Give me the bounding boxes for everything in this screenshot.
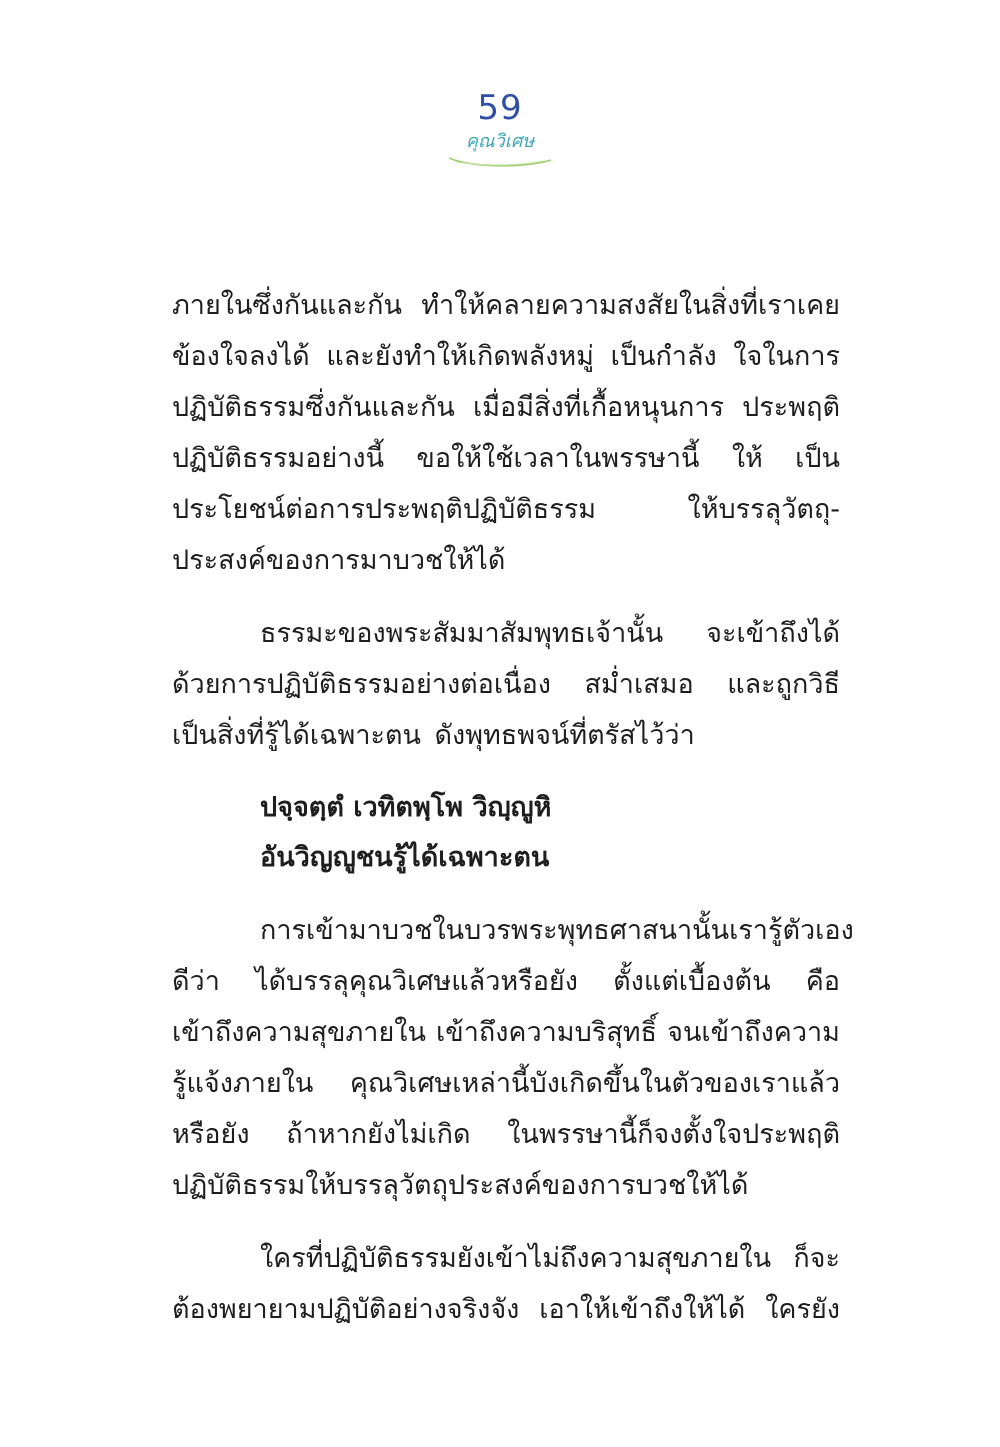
word-group: ต้องพยายามปฏิบัติอย่างจริงจัง [172, 1294, 520, 1325]
page-header [0, 88, 1000, 170]
word-group: และยังทำให้เกิดพลังหมู่ [326, 341, 594, 372]
running-title: คุณวิเศษ [465, 131, 535, 152]
word-group: จนเข้าถึงความ [667, 1017, 840, 1048]
text-line [172, 956, 840, 1007]
word-group: เป็น [795, 443, 840, 474]
word-group: ตั้งแต่เบื้องต้น [613, 966, 771, 997]
text-line [172, 331, 840, 382]
word-group: ธรรมะของพระสัมมาสัมพุทธเจ้านั้น [260, 618, 664, 649]
text-line [172, 608, 840, 659]
word-group: และถูกวิธี [727, 669, 840, 700]
word-group: ปฏิบัติธรรมให้บรรลุวัตถุประสงค์ของการบวชให้ได้ [172, 1170, 749, 1201]
word-group: ใครยัง [765, 1294, 840, 1325]
word-group: ถ้าหากยังไม่เกิด [286, 1119, 471, 1150]
word-group: ประพฤติ [742, 392, 840, 423]
paragraph [172, 905, 854, 1211]
text-line [172, 1233, 840, 1284]
word-group: เรารู้ตัวเอง [729, 915, 854, 946]
paragraph [172, 1233, 840, 1335]
word-group: สม่ำเสมอ [584, 669, 694, 700]
word-group: ภายในซึ่งกันและกัน [172, 290, 402, 321]
word-group: ปฏิบัติธรรมอย่างนี้ [172, 443, 385, 474]
word-group: ได้บรรลุคุณวิเศษแล้วหรือยัง [255, 966, 578, 997]
word-group: คุณวิเศษเหล่านี้บังเกิดขึ้นในตัวของเราแล้ว [349, 1068, 840, 1099]
text-line [172, 1007, 840, 1058]
body-text [172, 280, 854, 1335]
word-group: ข้องใจลงได้ [172, 341, 310, 372]
word-group: ปฏิบัติธรรมซึ่งกันและกัน [172, 392, 455, 423]
text-line [172, 1284, 840, 1335]
word-group: ประสงค์ของการมาบวชให้ได้ [172, 545, 506, 576]
word-group: ก็จะ [793, 1243, 840, 1274]
word-group: ขอให้ใช้เวลาในพรรษานี้ [416, 443, 700, 474]
word-group: รู้แจ้งภายใน [172, 1068, 314, 1099]
text-line [172, 280, 840, 331]
page-number: 59 [477, 88, 523, 128]
text-line [172, 535, 840, 586]
word-group: จะเข้าถึงได้ [706, 618, 840, 649]
paragraph [172, 280, 840, 586]
text-line [172, 905, 854, 956]
verse-line-pali: ปจฺจตฺตํ เวทิตพฺโพ วิญฺญูหิ [260, 792, 552, 823]
word-group: ให้ [731, 443, 763, 474]
pali-verse [172, 783, 840, 883]
word-group: เอาให้เข้าถึงให้ได้ [539, 1294, 746, 1325]
word-group: การเข้ามาบวชในบวรพระพุทธศาสนานั้น [260, 915, 730, 946]
word-group: ใครที่ปฏิบัติธรรมยังเข้าไม่ถึงความสุขภายใน [260, 1243, 772, 1274]
text-line [172, 1058, 840, 1109]
text-line [172, 659, 840, 710]
text-line [172, 484, 840, 535]
text-line [172, 433, 840, 484]
word-group: เมื่อมีสิ่งที่เกื้อหนุนการ [472, 392, 724, 423]
word-group: ด้วยการปฏิบัติธรรมอย่างต่อเนื่อง [172, 669, 551, 700]
word-group: คือ [805, 966, 840, 997]
paragraph [172, 608, 840, 761]
text-line [172, 382, 840, 433]
text-line [172, 1109, 840, 1160]
title-swash-ornament [445, 154, 555, 170]
verse-line-thai: อันวิญญูชนรู้ได้เฉพาะตน [260, 842, 550, 873]
text-line [172, 710, 840, 761]
word-group: เข้าถึงความบริสุทธิ์ [436, 1017, 658, 1048]
word-group: ทำให้คลายความสงสัยในสิ่งที่เราเคย [421, 290, 840, 321]
word-group: ดีว่า [172, 966, 220, 997]
word-group: เป็นกำลัง [610, 341, 717, 372]
word-group: เป็นสิ่งที่รู้ได้เฉพาะตน [172, 720, 421, 751]
word-group: ในพรรษานี้ก็จงตั้งใจประพฤติ [507, 1119, 840, 1150]
word-group: ใจในการ [733, 341, 840, 372]
word-group: ประโยชน์ต่อการประพฤติปฏิบัติธรรม [172, 494, 597, 525]
word-group: ดังพุทธพจน์ที่ตรัสไว้ว่า [434, 720, 695, 751]
word-group: เข้าถึงความสุขภายใน [172, 1017, 426, 1048]
word-group: หรือยัง [172, 1119, 250, 1150]
text-line [172, 1160, 840, 1211]
word-group: ให้บรรลุวัตถุ- [687, 494, 840, 525]
